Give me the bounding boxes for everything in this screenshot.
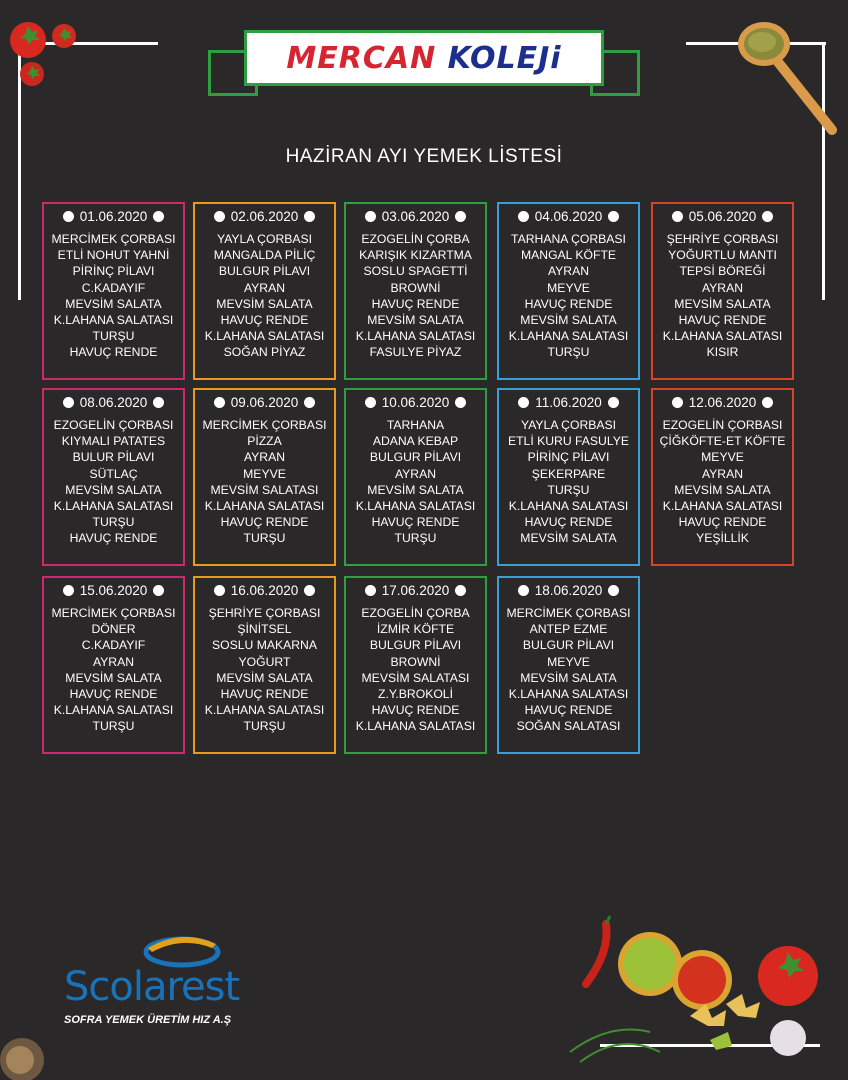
menu-item: EZOGELİN ÇORBASI <box>53 418 174 432</box>
menu-item: ŞİNİTSEL <box>237 622 292 637</box>
card-menu-list <box>653 226 792 361</box>
menu-card <box>193 388 336 566</box>
card-date: 03.06.2020 <box>381 209 450 224</box>
bullet-dot-icon <box>153 211 164 222</box>
menu-item: MANGALDA PİLİÇ <box>213 248 316 263</box>
bullet-dot-icon <box>455 585 466 596</box>
menu-item: BULGUR PİLAVI <box>369 450 462 465</box>
menu-card <box>42 202 185 380</box>
menu-item: BULGUR PİLAVI <box>369 638 462 653</box>
bullet-dot-icon <box>672 211 683 222</box>
menu-item: TURŞU <box>547 345 590 360</box>
menu-item: TURŞU <box>243 719 286 734</box>
menu-item: PİRİNÇ PİLAVI <box>527 450 610 465</box>
card-date: 08.06.2020 <box>79 395 148 410</box>
bullet-dot-icon <box>304 397 315 408</box>
bullet-dot-icon <box>608 397 619 408</box>
menu-item: MEYVE <box>701 450 744 465</box>
menu-item: MEVSİM SALATA <box>520 670 617 685</box>
brand-title <box>286 41 561 76</box>
menu-item: AYRAN <box>547 264 590 279</box>
card-menu-list <box>44 600 183 735</box>
bullet-dot-icon <box>672 397 683 408</box>
menu-item: DÖNER <box>91 622 136 637</box>
seeds-icon <box>0 1030 60 1080</box>
card-menu-list <box>195 412 334 547</box>
card-menu-list <box>195 226 334 361</box>
card-date: 12.06.2020 <box>688 395 757 410</box>
menu-item: BROWNİ <box>390 280 441 295</box>
card-header <box>499 578 638 600</box>
card-header <box>653 390 792 412</box>
menu-item: MERCİMEK ÇORBASI <box>51 606 176 620</box>
card-date: 09.06.2020 <box>230 395 299 410</box>
menu-item: HAVUÇ RENDE <box>220 515 309 530</box>
menu-item: SOSLU MAKARNA <box>212 638 317 653</box>
card-date: 01.06.2020 <box>79 209 148 224</box>
menu-item: EZOGELİN ÇORBA <box>361 232 470 246</box>
menu-item: MEVSİM SALATA <box>367 482 464 497</box>
card-date: 15.06.2020 <box>79 583 148 598</box>
menu-item: MEVSİM SALATA <box>65 670 162 685</box>
spices-icon <box>550 912 840 1072</box>
menu-item: TURŞU <box>92 329 135 344</box>
menu-item: MEVSİM SALATASI <box>210 482 319 497</box>
menu-item: C.KADAYIF <box>81 280 146 295</box>
card-menu-list <box>44 412 183 547</box>
bullet-dot-icon <box>762 397 773 408</box>
menu-item: SOĞAN SALATASI <box>516 719 621 734</box>
menu-item: HAVUÇ RENDE <box>220 687 309 702</box>
card-header <box>44 204 183 226</box>
menu-card <box>344 202 487 380</box>
menu-item: K.LAHANA SALATASI <box>355 329 476 344</box>
card-menu-list <box>499 600 638 735</box>
menu-item: İZMİR KÖFTE <box>376 622 455 637</box>
bullet-dot-icon <box>214 585 225 596</box>
menu-item: SOSLU SPAGETTİ <box>363 264 468 279</box>
tomato-icon <box>4 18 84 88</box>
menu-item: MERCİMEK ÇORBASI <box>51 232 176 246</box>
menu-item: HAVUÇ RENDE <box>371 515 460 530</box>
menu-card <box>497 576 640 754</box>
bullet-dot-icon <box>304 585 315 596</box>
menu-item: K.LAHANA SALATASI <box>508 499 629 514</box>
card-header <box>195 578 334 600</box>
bullet-dot-icon <box>63 211 74 222</box>
card-header <box>346 390 485 412</box>
spoon-icon <box>734 10 844 140</box>
menu-item: K.LAHANA SALATASI <box>355 499 476 514</box>
menu-item: K.LAHANA SALATASI <box>662 499 783 514</box>
menu-item: SÜTLAÇ <box>89 466 138 481</box>
bullet-dot-icon <box>608 211 619 222</box>
menu-card <box>42 388 185 566</box>
card-menu-list <box>346 412 485 547</box>
menu-card <box>193 202 336 380</box>
menu-item: K.LAHANA SALATASI <box>355 719 476 734</box>
menu-item: TURŞU <box>92 515 135 530</box>
menu-item: HAVUÇ RENDE <box>69 531 158 546</box>
bullet-dot-icon <box>762 211 773 222</box>
menu-item: MANGAL KÖFTE <box>520 248 617 263</box>
menu-item: MEVSİM SALATA <box>520 531 617 546</box>
card-menu-list <box>44 226 183 361</box>
menu-item: TARHANA <box>386 418 445 432</box>
menu-item: MEVSİM SALATA <box>520 313 617 328</box>
menu-item: MERCİMEK ÇORBASI <box>506 606 631 620</box>
menu-item: KISIR <box>706 345 739 360</box>
menu-item: MEVSİM SALATA <box>65 296 162 311</box>
menu-item: HAVUÇ RENDE <box>524 296 613 311</box>
card-menu-list <box>653 412 792 547</box>
bullet-dot-icon <box>365 397 376 408</box>
card-menu-list <box>499 412 638 547</box>
card-header <box>195 390 334 412</box>
card-date: 05.06.2020 <box>688 209 757 224</box>
card-date: 17.06.2020 <box>381 583 450 598</box>
menu-item: C.KADAYIF <box>81 638 146 653</box>
menu-item: HAVUÇ RENDE <box>371 703 460 718</box>
card-header <box>346 204 485 226</box>
card-header <box>44 578 183 600</box>
menu-item: Z.Y.BROKOLİ <box>378 687 453 702</box>
menu-item: K.LAHANA SALATASI <box>508 687 629 702</box>
menu-item: BROWNİ <box>390 654 441 669</box>
card-header <box>499 204 638 226</box>
menu-item: ŞEHRİYE ÇORBASI <box>208 606 321 620</box>
menu-item: K.LAHANA SALATASI <box>53 313 174 328</box>
menu-item: HAVUÇ RENDE <box>524 515 613 530</box>
menu-item: K.LAHANA SALATASI <box>204 499 325 514</box>
card-date: 10.06.2020 <box>381 395 450 410</box>
menu-item: AYRAN <box>701 466 744 481</box>
bullet-dot-icon <box>63 397 74 408</box>
menu-item: ETLİ NOHUT YAHNİ <box>57 248 170 263</box>
menu-item: BULUR PİLAVI <box>72 450 155 465</box>
bullet-dot-icon <box>365 585 376 596</box>
menu-item: ŞEKERPARE <box>531 466 606 481</box>
card-date: 16.06.2020 <box>230 583 299 598</box>
card-header <box>653 204 792 226</box>
menu-item: HAVUÇ RENDE <box>678 313 767 328</box>
menu-item: KIYMALI PATATES <box>61 434 166 449</box>
menu-item: K.LAHANA SALATASI <box>204 329 325 344</box>
menu-item: BULGUR PİLAVI <box>522 638 615 653</box>
menu-item: KARIŞIK KIZARTMA <box>359 248 472 263</box>
menu-item: HAVUÇ RENDE <box>220 313 309 328</box>
menu-item: K.LAHANA SALATASI <box>204 703 325 718</box>
menu-item: YAYLA ÇORBASI <box>216 232 313 246</box>
menu-card <box>497 202 640 380</box>
menu-item: MEVSİM SALATASI <box>361 670 470 685</box>
bullet-dot-icon <box>518 211 529 222</box>
bullet-dot-icon <box>304 211 315 222</box>
menu-item: K.LAHANA SALATASI <box>53 703 174 718</box>
menu-item: TURŞU <box>92 719 135 734</box>
bullet-dot-icon <box>455 397 466 408</box>
banner-box <box>244 30 604 86</box>
bullet-dot-icon <box>518 397 529 408</box>
menu-item: AYRAN <box>394 466 437 481</box>
card-menu-list <box>346 600 485 735</box>
menu-item: ANTEP EZME <box>529 622 608 637</box>
menu-item: TURŞU <box>243 531 286 546</box>
bullet-dot-icon <box>365 211 376 222</box>
menu-item: K.LAHANA SALATASI <box>662 329 783 344</box>
menu-item: HAVUÇ RENDE <box>524 703 613 718</box>
menu-item: ŞEHRİYE ÇORBASI <box>666 232 779 246</box>
card-menu-list <box>499 226 638 361</box>
card-menu-list <box>195 600 334 735</box>
logo-subtitle: SOFRA YEMEK ÜRETİM HIZ A.Ş <box>64 1014 232 1026</box>
menu-item: MEVSİM SALATA <box>216 296 313 311</box>
menu-item: AYRAN <box>243 280 286 295</box>
menu-card <box>193 576 336 754</box>
menu-item: MEVSİM SALATA <box>674 482 771 497</box>
card-menu-list <box>346 226 485 361</box>
brand-part-2: KOLEJi <box>447 40 562 76</box>
menu-item: BULGUR PİLAVI <box>218 264 311 279</box>
menu-item: PİZZA <box>247 434 282 449</box>
bullet-dot-icon <box>63 585 74 596</box>
menu-item: TURŞU <box>394 531 437 546</box>
menu-item: MEVSİM SALATA <box>367 313 464 328</box>
menu-card <box>344 388 487 566</box>
menu-item: TEPSİ BÖREĞİ <box>679 264 766 279</box>
scolarest-swoosh-icon <box>142 932 222 968</box>
menu-item: K.LAHANA SALATASI <box>53 499 174 514</box>
bullet-dot-icon <box>608 585 619 596</box>
menu-card <box>344 576 487 754</box>
menu-card <box>651 202 794 380</box>
menu-item: HAVUÇ RENDE <box>69 345 158 360</box>
menu-item: MEYVE <box>547 654 590 669</box>
menu-item: AYRAN <box>92 654 135 669</box>
card-header <box>346 578 485 600</box>
menu-item: SOĞAN PİYAZ <box>223 345 306 360</box>
menu-item: AYRAN <box>701 280 744 295</box>
card-date: 18.06.2020 <box>534 583 603 598</box>
brand-part-1: MERCAN <box>286 40 437 76</box>
menu-item: MEYVE <box>243 466 286 481</box>
menu-item: HAVUÇ RENDE <box>678 515 767 530</box>
bullet-dot-icon <box>153 397 164 408</box>
logo-name: Scolarest <box>64 964 240 1010</box>
menu-item: PİRİNÇ PİLAVI <box>72 264 155 279</box>
bullet-dot-icon <box>214 211 225 222</box>
menu-item: YAYLA ÇORBASI <box>520 418 617 432</box>
menu-item: MEVSİM SALATA <box>65 482 162 497</box>
menu-item: MEVSİM SALATA <box>216 670 313 685</box>
menu-card <box>497 388 640 566</box>
card-header <box>195 204 334 226</box>
menu-item: TARHANA ÇORBASI <box>511 232 626 246</box>
card-date: 02.06.2020 <box>230 209 299 224</box>
menu-item: ADANA KEBAP <box>372 434 459 449</box>
menu-item: MEVSİM SALATA <box>674 296 771 311</box>
page-title: HAZİRAN AYI YEMEK LİSTESİ <box>285 146 563 167</box>
menu-item: YEŞİLLİK <box>696 531 749 546</box>
menu-item: YOĞURT <box>238 654 291 669</box>
title-banner <box>244 30 604 86</box>
menu-item: MERCİMEK ÇORBASI <box>202 418 327 432</box>
bullet-dot-icon <box>455 211 466 222</box>
scolarest-logo <box>62 930 262 1030</box>
menu-item: HAVUÇ RENDE <box>69 687 158 702</box>
card-header <box>44 390 183 412</box>
menu-item: FASULYE PİYAZ <box>369 345 462 360</box>
menu-item: MEYVE <box>547 280 590 295</box>
card-header <box>499 390 638 412</box>
bullet-dot-icon <box>214 397 225 408</box>
menu-item: EZOGELİN ÇORBASI <box>662 418 783 432</box>
menu-item: TURŞU <box>547 482 590 497</box>
menu-item: K.LAHANA SALATASI <box>508 329 629 344</box>
menu-item: AYRAN <box>243 450 286 465</box>
bullet-dot-icon <box>518 585 529 596</box>
menu-card <box>651 388 794 566</box>
card-date: 11.06.2020 <box>535 395 602 410</box>
menu-card <box>42 576 185 754</box>
menu-item: YOĞURTLU MANTI <box>668 248 777 263</box>
menu-item: ÇİĞKÖFTE-ET KÖFTE <box>659 434 786 449</box>
menu-item: ETLİ KURU FASULYE <box>507 434 629 449</box>
bullet-dot-icon <box>153 585 164 596</box>
menu-item: HAVUÇ RENDE <box>371 296 460 311</box>
menu-item: EZOGELİN ÇORBA <box>361 606 470 620</box>
card-date: 04.06.2020 <box>534 209 603 224</box>
